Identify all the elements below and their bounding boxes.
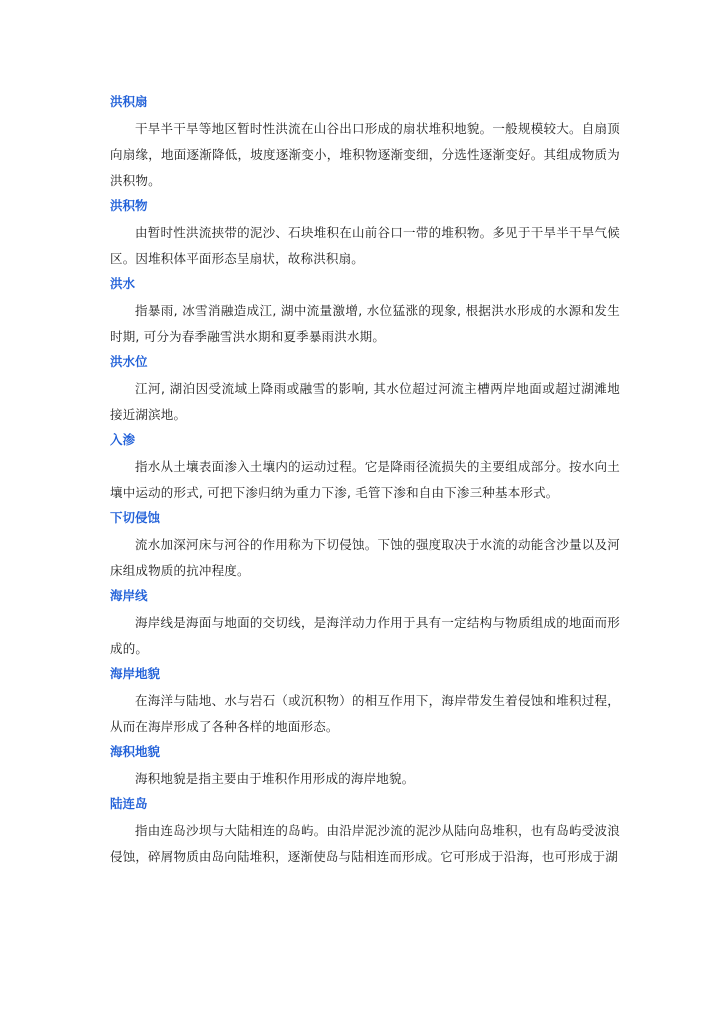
glossary-content	[110, 92, 620, 870]
term-heading: 洪积扇	[110, 94, 148, 109]
term-heading: 洪水位	[110, 354, 148, 369]
term-heading: 下切侵蚀	[110, 510, 161, 525]
glossary-entry	[110, 196, 620, 272]
term-definition: 指由连岛沙坝与大陆相连的岛屿。由沿岸泥沙流的泥沙从陆向岛堆积，也有岛屿受波浪侵蚀，碎屑物质由岛向陆堆积，逐渐使岛与陆相连而形成。它可形成于沿海，也可形成于湖	[110, 823, 620, 864]
glossary-entry	[110, 794, 620, 870]
glossary-entry	[110, 92, 620, 194]
term-heading: 陆连岛	[110, 796, 148, 811]
term-definition: 由暂时性洪流挟带的泥沙、石块堆积在山前谷口一带的堆积物。多见于干旱半干旱气候区。因堆积体平面形态呈扇状，故称洪积扇。	[110, 225, 620, 266]
term-definition: 指暴雨, 冰雪消融造成江, 湖中流量激增, 水位猛涨的现象, 根据洪水形成的水源和发生时期, 可分为春季融雪洪水期和夏季暴雨洪水期。	[110, 303, 620, 344]
term-heading: 洪积物	[110, 198, 148, 213]
term-heading: 海积地貌	[110, 744, 161, 759]
term-definition: 指水从土壤表面渗入土壤内的运动过程。它是降雨径流损失的主要组成部分。按水向土壤中运动的形式, 可把下渗归纳为重力下渗, 毛管下渗和自由下渗三种基本形式。	[110, 459, 620, 500]
term-heading: 海岸线	[110, 588, 148, 603]
glossary-entry	[110, 274, 620, 350]
glossary-entry	[110, 508, 620, 584]
glossary-entry	[110, 742, 620, 792]
term-definition: 在海洋与陆地、水与岩石（或沉积物）的相互作用下，海岸带发生着侵蚀和堆积过程，从而在海岸形成了各种各样的地面形态。	[110, 693, 620, 734]
term-definition: 江河, 湖泊因受流域上降雨或融雪的影响, 其水位超过河流主槽两岸地面或超过湖滩地接近湖滨地。	[110, 381, 620, 422]
term-definition: 海岸线是海面与地面的交切线，是海洋动力作用于具有一定结构与物质组成的地面而形成的。	[110, 615, 620, 656]
glossary-entry	[110, 586, 620, 662]
glossary-entry	[110, 664, 620, 740]
term-heading: 海岸地貌	[110, 666, 161, 681]
glossary-entry	[110, 352, 620, 428]
glossary-entry	[110, 430, 620, 506]
term-definition: 流水加深河床与河谷的作用称为下切侵蚀。下蚀的强度取决于水流的动能含沙量以及河床组成物质的抗冲程度。	[110, 537, 620, 578]
term-definition: 海积地貌是指主要由于堆积作用形成的海岸地貌。	[135, 771, 415, 786]
term-heading: 洪水	[110, 276, 136, 291]
term-heading: 入渗	[110, 432, 136, 447]
term-definition: 干旱半干旱等地区暂时性洪流在山谷出口形成的扇状堆积地貌。一般规模较大。自扇顶向扇缘，地面逐渐降低，坡度逐渐变小，堆积物逐渐变细，分选性逐渐变好。其组成物质为洪积物。	[110, 121, 620, 188]
